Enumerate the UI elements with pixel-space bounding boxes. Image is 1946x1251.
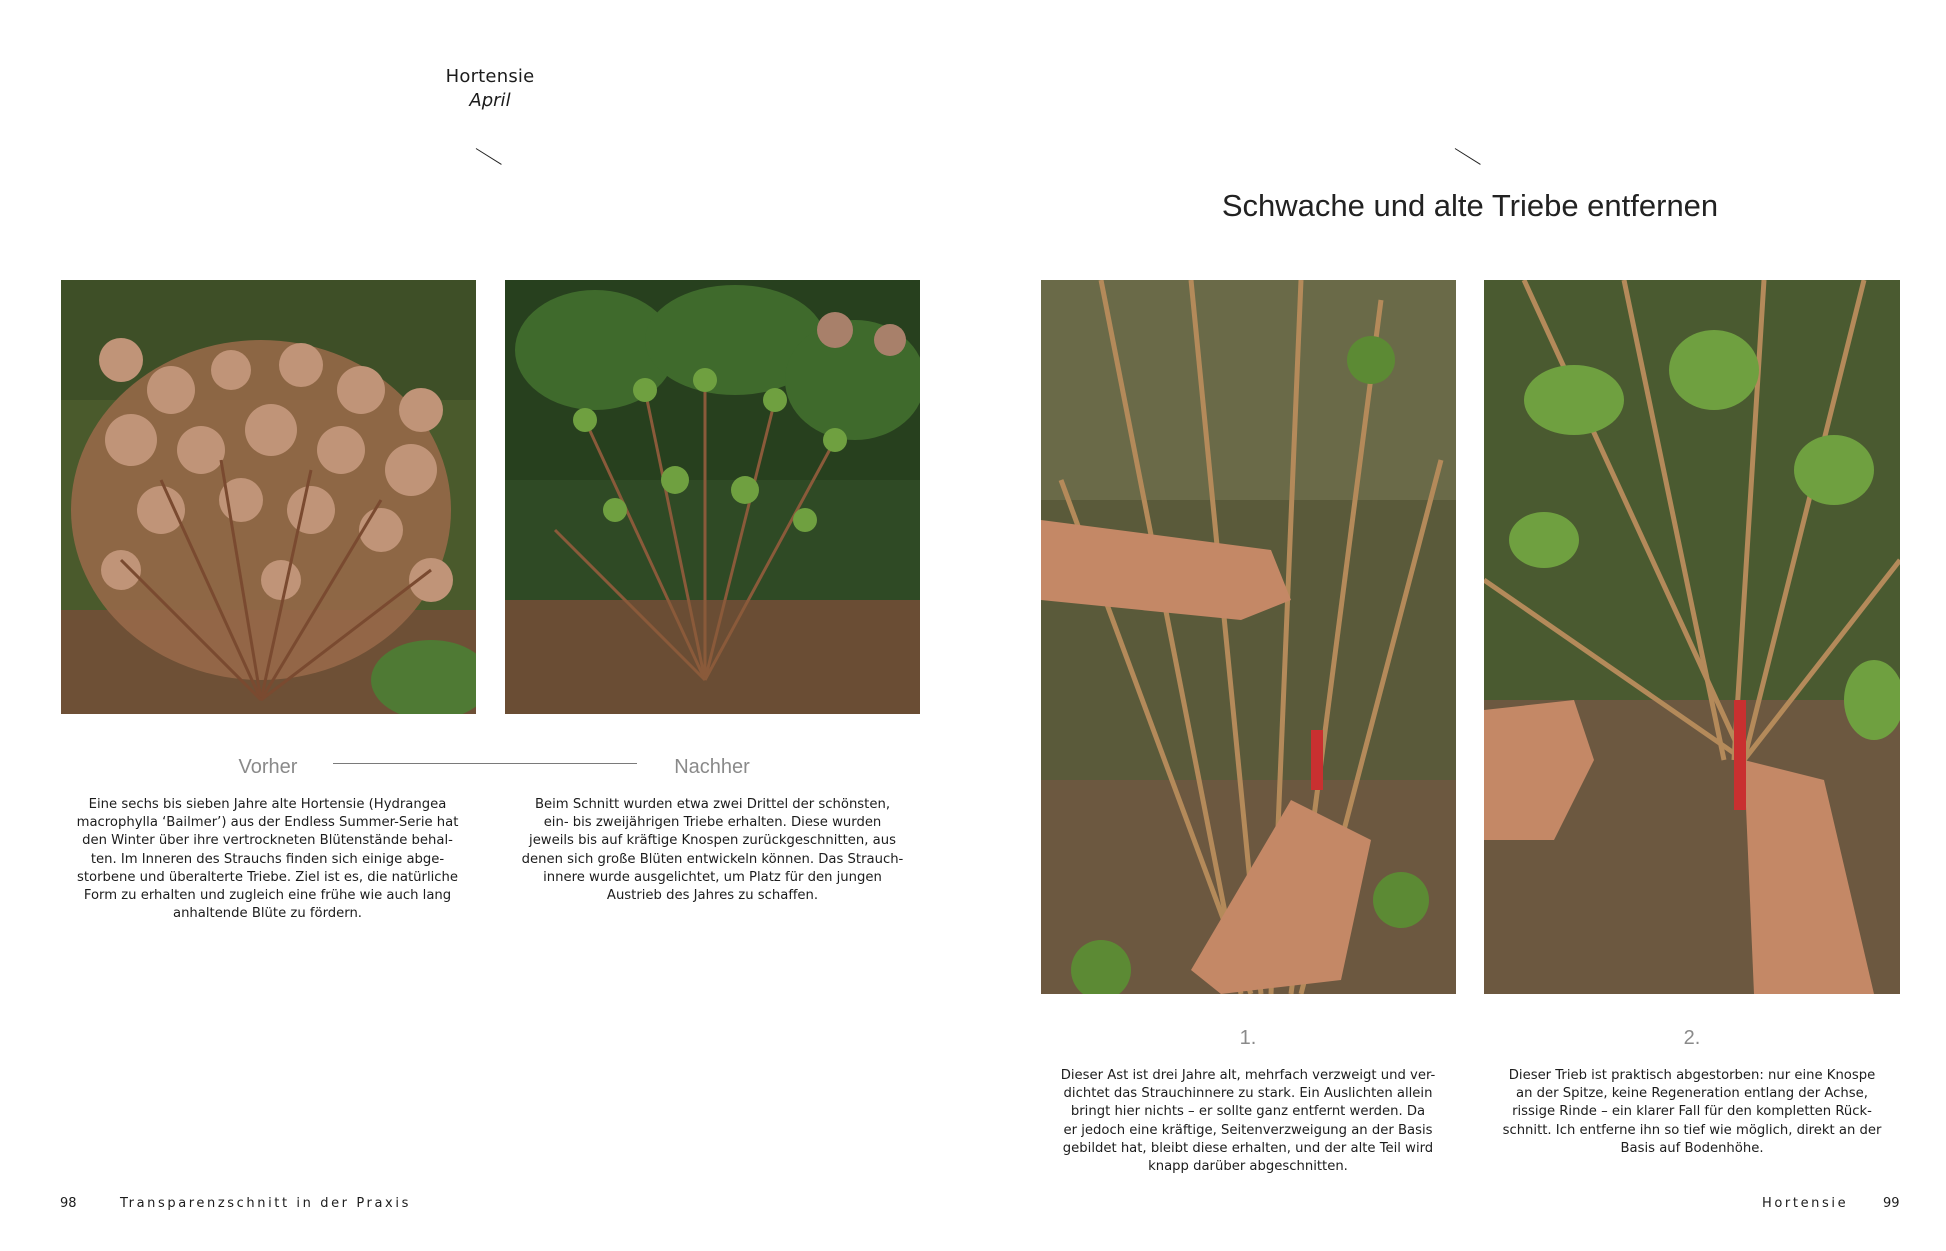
text-line: Form zu erhalten und zugleich eine frühe wie auch lang xyxy=(83,888,452,904)
text-line: jeweils bis auf kräftige Knospen zurückgeschnitten, aus xyxy=(529,833,896,849)
section-month: April xyxy=(469,90,511,111)
caption-step-1-label: 1. xyxy=(1239,1027,1257,1049)
text-line: er jedoch eine kräftige, Seitenverzweigung an der Basis xyxy=(1063,1122,1433,1138)
text-line: Basis auf Bodenhöhe. xyxy=(1620,1140,1764,1156)
caption-divider xyxy=(333,763,637,764)
text-step-1 xyxy=(1050,1067,1446,1176)
text-line: ten. Im Inneren des Strauchs finden sich einige abge- xyxy=(90,851,445,867)
text-line: storbene und überalterte Triebe. Ziel ist es, die natürliche xyxy=(76,869,459,885)
text-line: Dieser Ast ist drei Jahre alt, mehrfach verzweigt und ver- xyxy=(1060,1068,1436,1083)
running-title-left: Transparenzschnitt in der Praxis xyxy=(120,1196,411,1211)
text-line: rissige Rinde – ein klarer Fall für den kompletten Rück- xyxy=(1512,1104,1872,1120)
running-title-right: Hortensie xyxy=(1762,1196,1849,1211)
section-plant-title: Hortensie xyxy=(445,66,535,87)
text-line: gebildet hat, bleibt diese erhalten, und der alte Teil wird xyxy=(1062,1140,1434,1156)
photo-after xyxy=(505,280,920,714)
text-line: Eine sechs bis sieben Jahre alte Hortensie (Hydrangea xyxy=(88,797,447,812)
text-step-2 xyxy=(1494,1067,1890,1158)
text-line: knapp darüber abgeschnitten. xyxy=(1148,1159,1348,1175)
text-line: bringt hier nichts – er sollte ganz entfernt werden. Da xyxy=(1070,1104,1426,1120)
decorative-slash xyxy=(476,148,502,165)
text-line: an der Spitze, keine Regeneration entlang der Achse, xyxy=(1516,1086,1868,1102)
photo-step-1 xyxy=(1041,280,1456,994)
text-line: denen sich große Blüten entwickeln können. Das Strauch- xyxy=(521,851,904,867)
text-line: Dieser Trieb ist praktisch abgestorben: nur eine Knospe xyxy=(1508,1068,1876,1083)
text-line: Beim Schnitt wurden etwa zwei Drittel der schönsten, xyxy=(534,797,891,812)
caption-after-label: Nachher xyxy=(674,756,750,778)
text-before xyxy=(70,796,465,923)
text-line: den Winter über ihre vertrockneten Blütenstände behal- xyxy=(82,833,453,849)
photo-step-2 xyxy=(1484,280,1900,994)
text-line: innere wurde ausgelichtet, um Platz für den jungen xyxy=(543,869,882,885)
text-line: macrophylla ‘Bailmer’) aus der Endless Summer-Serie hat xyxy=(76,815,459,831)
page-number-left: 98 xyxy=(60,1196,77,1211)
photo-before xyxy=(61,280,476,714)
text-after xyxy=(515,796,910,905)
text-line: anhaltende Blüte zu fördern. xyxy=(172,906,362,922)
text-line: dichtet das Strauchinnere zu stark. Ein Auslichten allein xyxy=(1063,1086,1433,1102)
text-line: schnitt. Ich entferne ihn so tief wie möglich, direkt an der xyxy=(1502,1122,1882,1138)
text-line: Austrieb des Jahres zu schaffen. xyxy=(606,888,819,904)
caption-step-2-label: 2. xyxy=(1683,1027,1701,1049)
text-line: ein- bis zweijährigen Triebe erhalten. Diese wurden xyxy=(543,815,882,831)
caption-before-label: Vorher xyxy=(238,756,298,778)
page-heading: Schwache und alte Triebe entfernen xyxy=(1221,188,1719,223)
page-number-right: 99 xyxy=(1883,1196,1900,1211)
decorative-slash xyxy=(1455,148,1481,165)
